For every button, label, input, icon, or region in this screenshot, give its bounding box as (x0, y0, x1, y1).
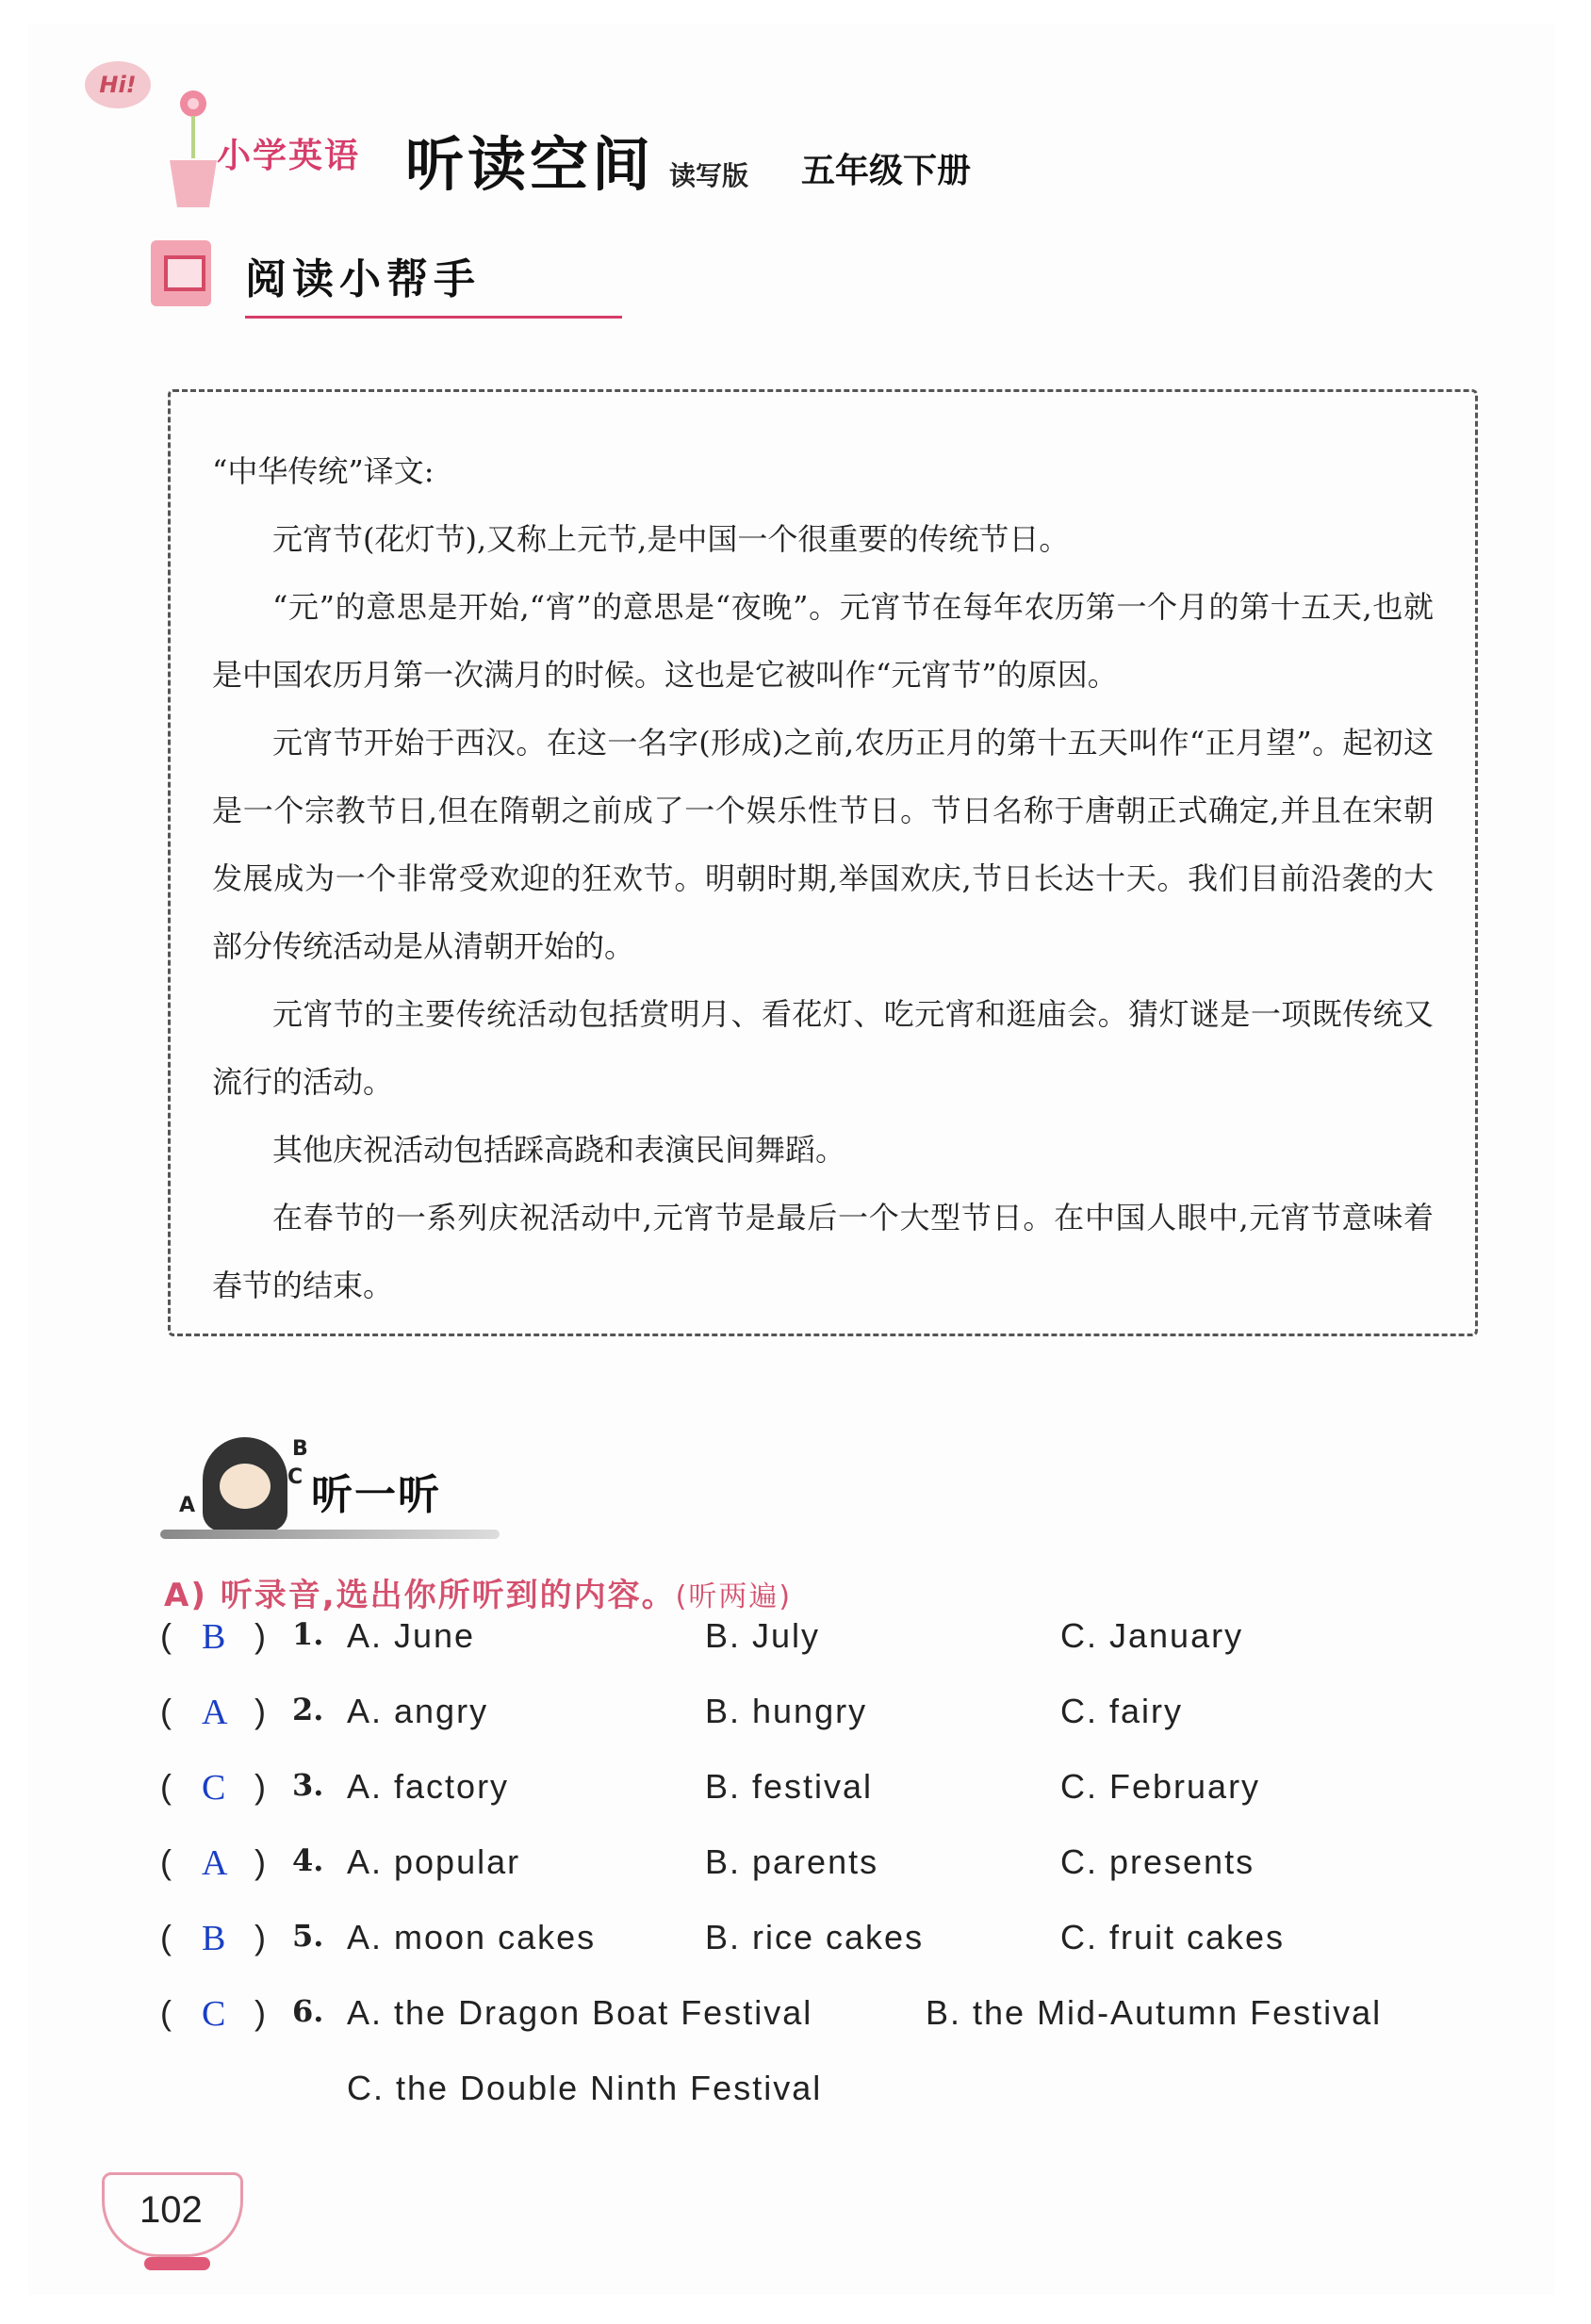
option-a[interactable]: A. the Dragon Boat Festival (347, 1993, 813, 2032)
paren-close: ) (254, 1993, 266, 2032)
question-number: 3. (292, 1767, 324, 1803)
paren-close: ) (254, 1767, 266, 1806)
option-b[interactable]: B. rice cakes (705, 1918, 925, 1956)
translation-box (168, 389, 1478, 1336)
option-c[interactable]: C. fruit cakes (1060, 1918, 1286, 1956)
paren-close: ) (254, 1616, 266, 1655)
answer-field[interactable]: B (202, 1617, 226, 1657)
question-number: 1. (292, 1616, 324, 1652)
translation-paragraph: 元宵节开始于西汉。在这一名字(形成)之前,农历正月的第十五天叫作“正月望”。起初这是一个宗教节日,但在隋朝之前成了一个娱乐性节日。节日名称于唐朝正式确定,并且在宋朝发展成为一个非常受欢迎的狂欢节。明朝时期,举国欢庆,节日长达十天。我们目前沿袭的大部分传统活动是从清朝开始的。 (212, 725, 1434, 964)
page-number-badge (102, 2163, 253, 2276)
reading-helper-heading (137, 217, 627, 320)
section-title: 听一听 (311, 1471, 441, 1519)
question-number: 6. (292, 1993, 324, 2029)
question-row (160, 1767, 1480, 1824)
brand-title: 听读空间 (405, 130, 655, 199)
option-c[interactable]: C. the Double Ninth Festival (347, 2069, 823, 2107)
abc-letter: B (292, 1437, 308, 1461)
listen-heading (160, 1418, 500, 1550)
paren-open: ( (160, 1993, 172, 2032)
grade-label: 五年级下册 (801, 151, 972, 190)
option-c[interactable]: C. January (1060, 1616, 1244, 1655)
answer-field[interactable]: B (202, 1919, 226, 1958)
option-a[interactable]: A. June (347, 1616, 476, 1655)
section-bar (160, 1530, 500, 1539)
paren-open: ( (160, 1616, 172, 1655)
translation-paragraph: 在春节的一系列庆祝活动中,元宵节是最后一个大型节日。在中国人眼中,元宵节意味着春节的结束。 (212, 1200, 1434, 1303)
abc-letter: C (287, 1465, 303, 1489)
translation-heading: “中华传统”译文: (212, 453, 435, 489)
answer-field[interactable]: A (202, 1693, 228, 1732)
option-b[interactable]: B. July (705, 1616, 821, 1655)
answer-field[interactable]: A (202, 1843, 228, 1883)
paren-close: ) (254, 1842, 266, 1881)
section-underline (245, 316, 622, 319)
option-a[interactable]: A. factory (347, 1767, 510, 1806)
question-row (160, 1692, 1480, 1748)
question-row (160, 1993, 1480, 2125)
series-title: 小学英语 (217, 137, 361, 175)
option-c[interactable]: C. presents (1060, 1842, 1255, 1881)
translation-paragraph: 元宵节(花灯节),又称上元节,是中国一个很重要的传统节日。 (272, 521, 1070, 557)
question-number: 4. (292, 1842, 324, 1878)
hi-bubble-logo: Hi! (85, 61, 151, 108)
option-c[interactable]: C. fairy (1060, 1692, 1184, 1730)
paren-open: ( (160, 1767, 172, 1806)
section-title: 阅读小帮手 (245, 255, 481, 303)
option-b[interactable]: B. parents (705, 1842, 879, 1881)
page-header (85, 61, 1122, 221)
paren-open: ( (160, 1692, 172, 1730)
book-icon (151, 240, 211, 306)
question-row (160, 1918, 1480, 1974)
paren-close: ) (254, 1692, 266, 1730)
abc-letter: A (179, 1494, 196, 1517)
page-number: 102 (139, 2189, 203, 2231)
translation-paragraph: 其他庆祝活动包括踩高跷和表演民间舞蹈。 (272, 1132, 846, 1168)
translation-paragraph: “元”的意思是开始,“宵”的意思是“夜晚”。元宵节在每年农历第一个月的第十五天,也就是中国农历月第一次满月的时候。这也是它被叫作“元宵节”的原因。 (212, 589, 1434, 693)
translation-paragraph: 元宵节的主要传统活动包括赏明月、看花灯、吃元宵和逛庙会。猜灯谜是一项既传统又流行的活动。 (212, 996, 1434, 1100)
workbook-page (28, 24, 1555, 2295)
edition-label: 读写版 (669, 160, 749, 191)
paren-open: ( (160, 1842, 172, 1881)
reading-kid-icon (203, 1437, 287, 1531)
option-b[interactable]: B. the Mid-Autumn Festival (926, 1993, 1383, 2032)
option-a[interactable]: A. popular (347, 1842, 521, 1881)
option-a[interactable]: A. angry (347, 1692, 489, 1730)
answer-field[interactable]: C (202, 1994, 226, 2034)
exercise-instruction (164, 1569, 792, 1615)
cup-base (144, 2257, 210, 2270)
option-b[interactable]: B. hungry (705, 1692, 868, 1730)
question-number: 2. (292, 1692, 324, 1727)
answer-field[interactable]: C (202, 1768, 226, 1808)
option-b[interactable]: B. festival (705, 1767, 874, 1806)
question-row (160, 1616, 1480, 1673)
question-number: 5. (292, 1918, 324, 1954)
option-c[interactable]: C. February (1060, 1767, 1261, 1806)
option-a[interactable]: A. moon cakes (347, 1918, 597, 1956)
instruction-text: A) 听录音,选出你所听到的内容。 (164, 1577, 676, 1614)
paren-open: ( (160, 1918, 172, 1956)
instruction-note: (听两遍) (675, 1580, 793, 1613)
question-row (160, 1842, 1480, 1899)
paren-close: ) (254, 1918, 266, 1956)
